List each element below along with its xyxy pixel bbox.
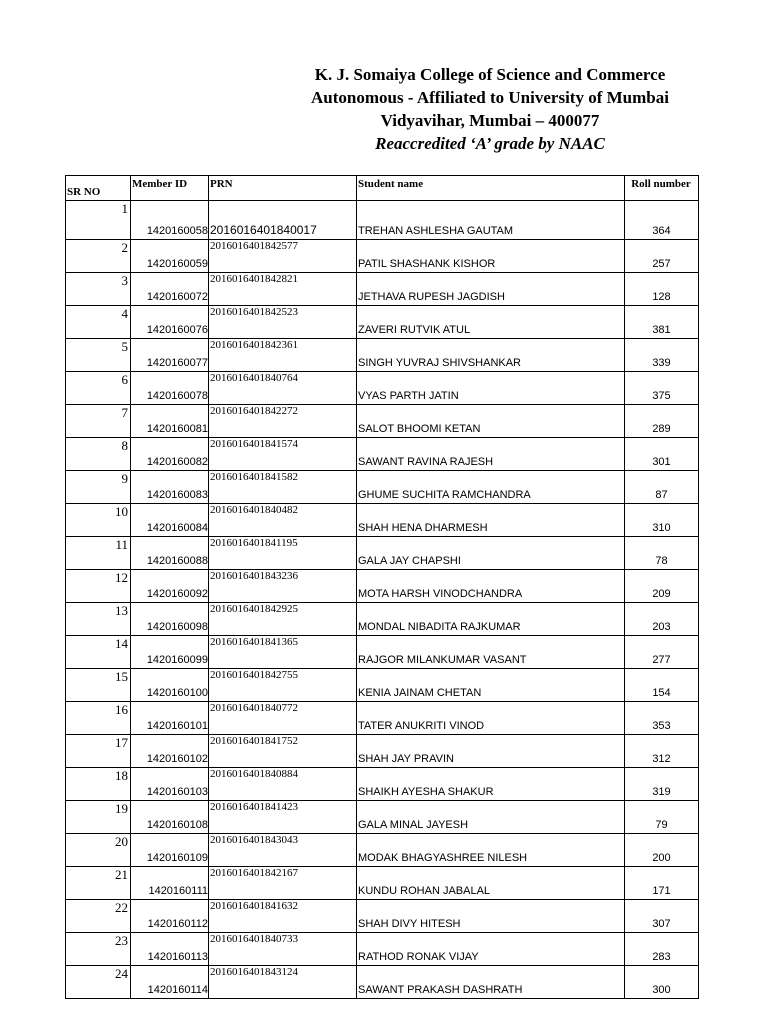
table-row (66, 636, 699, 669)
student-name-cell: SHAH DIVY HITESH (357, 900, 625, 933)
roll-number-cell: 128 (625, 273, 699, 306)
table-row (66, 372, 699, 405)
address-line: Vidyavihar, Mumbai – 400077 (380, 111, 600, 130)
column-header-roll-number: Roll number (625, 176, 699, 201)
student-name-cell: RAJGOR MILANKUMAR VASANT (357, 636, 625, 669)
member-id-cell: 1420160100 (131, 669, 209, 702)
sr-no-cell: 21 (66, 867, 131, 900)
sr-no-cell: 19 (66, 801, 131, 834)
table-row (66, 570, 699, 603)
roll-number-cell: 209 (625, 570, 699, 603)
sr-no-cell: 12 (66, 570, 131, 603)
roll-number-cell: 171 (625, 867, 699, 900)
member-id-cell: 1420160072 (131, 273, 209, 306)
prn-cell: 2016016401842755 (209, 669, 357, 702)
prn-cell: 2016016401840772 (209, 702, 357, 735)
prn-cell: 2016016401841195 (209, 537, 357, 570)
member-id-cell: 1420160109 (131, 834, 209, 867)
table-row (66, 471, 699, 504)
prn-cell: 2016016401841423 (209, 801, 357, 834)
student-name-cell: KUNDU ROHAN JABALAL (357, 867, 625, 900)
table-header-row (66, 176, 699, 201)
member-id-cell: 1420160076 (131, 306, 209, 339)
roll-number-cell: 364 (625, 201, 699, 240)
student-name-cell: SHAH JAY PRAVIN (357, 735, 625, 768)
student-name-cell: VYAS PARTH JATIN (357, 372, 625, 405)
member-id-cell: 1420160084 (131, 504, 209, 537)
table-row (66, 966, 699, 999)
student-name-cell: TATER ANUKRITI VINOD (357, 702, 625, 735)
sr-no-cell: 1 (66, 201, 131, 240)
sr-no-cell: 15 (66, 669, 131, 702)
sr-no-cell: 5 (66, 339, 131, 372)
roll-number-cell: 375 (625, 372, 699, 405)
roll-number-cell: 79 (625, 801, 699, 834)
member-id-cell: 1420160083 (131, 471, 209, 504)
roll-number-cell: 381 (625, 306, 699, 339)
sr-no-cell: 16 (66, 702, 131, 735)
prn-cell: 2016016401843043 (209, 834, 357, 867)
prn-cell: 2016016401841582 (209, 471, 357, 504)
student-name-cell: SINGH YUVRAJ SHIVSHANKAR (357, 339, 625, 372)
roll-number-cell: 200 (625, 834, 699, 867)
column-header-sr-no: SR NO (66, 176, 131, 201)
roll-number-cell: 257 (625, 240, 699, 273)
table-row (66, 306, 699, 339)
sr-no-cell: 11 (66, 537, 131, 570)
sr-no-cell: 17 (66, 735, 131, 768)
roll-number-cell: 300 (625, 966, 699, 999)
student-name-cell: MOTA HARSH VINODCHANDRA (357, 570, 625, 603)
table-row (66, 504, 699, 537)
student-name-cell: MODAK BHAGYASHREE NILESH (357, 834, 625, 867)
student-name-cell: ZAVERI RUTVIK ATUL (357, 306, 625, 339)
prn-cell: 2016016401843236 (209, 570, 357, 603)
member-id-cell: 1420160077 (131, 339, 209, 372)
prn-cell: 2016016401842925 (209, 603, 357, 636)
member-id-cell: 1420160112 (131, 900, 209, 933)
student-name-cell: SHAH HENA DHARMESH (357, 504, 625, 537)
sr-no-cell: 13 (66, 603, 131, 636)
student-name-cell: SAWANT PRAKASH DASHRATH (357, 966, 625, 999)
roll-number-cell: 203 (625, 603, 699, 636)
table-row (66, 900, 699, 933)
table-row (66, 933, 699, 966)
student-name-cell: PATIL SHASHANK KISHOR (357, 240, 625, 273)
roll-number-cell: 339 (625, 339, 699, 372)
roll-number-cell: 87 (625, 471, 699, 504)
table-row (66, 273, 699, 306)
member-id-cell: 1420160108 (131, 801, 209, 834)
table-row (66, 339, 699, 372)
table-row (66, 801, 699, 834)
table-row (66, 834, 699, 867)
student-name-cell: GHUME SUCHITA RAMCHANDRA (357, 471, 625, 504)
student-name-cell: TREHAN ASHLESHA GAUTAM (357, 201, 625, 240)
student-name-cell: GALA MINAL JAYESH (357, 801, 625, 834)
prn-cell: 2016016401842272 (209, 405, 357, 438)
column-header-prn: PRN (209, 176, 357, 201)
member-id-cell: 1420160113 (131, 933, 209, 966)
roll-number-cell: 319 (625, 768, 699, 801)
student-name-cell: MONDAL NIBADITA RAJKUMAR (357, 603, 625, 636)
student-name-cell: KENIA JAINAM CHETAN (357, 669, 625, 702)
sr-no-cell: 20 (66, 834, 131, 867)
prn-cell: 2016016401841365 (209, 636, 357, 669)
roll-number-cell: 289 (625, 405, 699, 438)
member-id-cell: 1420160098 (131, 603, 209, 636)
table-row (66, 537, 699, 570)
sr-no-cell: 24 (66, 966, 131, 999)
member-id-cell: 1420160103 (131, 768, 209, 801)
roll-number-cell: 312 (625, 735, 699, 768)
accreditation-line: Reaccredited ‘A’ grade by NAAC (375, 134, 605, 153)
student-name-cell: JETHAVA RUPESH JAGDISH (357, 273, 625, 306)
table-row (66, 669, 699, 702)
roll-number-cell: 283 (625, 933, 699, 966)
member-id-cell: 1420160088 (131, 537, 209, 570)
column-header-member-id: Member ID (131, 176, 209, 201)
sr-no-cell: 6 (66, 372, 131, 405)
roll-number-cell: 277 (625, 636, 699, 669)
sr-no-cell: 18 (66, 768, 131, 801)
member-id-cell: 1420160092 (131, 570, 209, 603)
member-id-cell: 1420160114 (131, 966, 209, 999)
prn-cell: 2016016401842577 (209, 240, 357, 273)
prn-cell: 2016016401840017 (209, 201, 357, 240)
college-name: K. J. Somaiya College of Science and Commerce (314, 65, 666, 84)
sr-no-cell: 8 (66, 438, 131, 471)
table-row (66, 603, 699, 636)
table-row (66, 438, 699, 471)
roll-number-cell: 307 (625, 900, 699, 933)
affiliation-line: Autonomous - Affiliated to University of Mumbai (311, 88, 669, 107)
member-id-cell: 1420160082 (131, 438, 209, 471)
member-id-cell: 1420160081 (131, 405, 209, 438)
prn-cell: 2016016401841574 (209, 438, 357, 471)
roll-number-cell: 353 (625, 702, 699, 735)
student-name-cell: SHAIKH AYESHA SHAKUR (357, 768, 625, 801)
student-list-table (65, 175, 699, 999)
student-name-cell: RATHOD RONAK VIJAY (357, 933, 625, 966)
student-name-cell: GALA JAY CHAPSHI (357, 537, 625, 570)
table-row (66, 702, 699, 735)
member-id-cell: 1420160111 (131, 867, 209, 900)
table-row (66, 867, 699, 900)
sr-no-cell: 10 (66, 504, 131, 537)
member-id-cell: 1420160099 (131, 636, 209, 669)
student-name-cell: SAWANT RAVINA RAJESH (357, 438, 625, 471)
roll-number-cell: 310 (625, 504, 699, 537)
member-id-cell: 1420160059 (131, 240, 209, 273)
prn-cell: 2016016401842821 (209, 273, 357, 306)
prn-cell: 2016016401841632 (209, 900, 357, 933)
prn-cell: 2016016401840884 (209, 768, 357, 801)
prn-cell: 2016016401840482 (209, 504, 357, 537)
table-row (66, 405, 699, 438)
member-id-cell: 1420160102 (131, 735, 209, 768)
table-row (66, 240, 699, 273)
roll-number-cell: 78 (625, 537, 699, 570)
sr-no-cell: 2 (66, 240, 131, 273)
member-id-cell: 1420160101 (131, 702, 209, 735)
prn-cell: 2016016401840733 (209, 933, 357, 966)
sr-no-cell: 9 (66, 471, 131, 504)
sr-no-cell: 14 (66, 636, 131, 669)
table-row (66, 735, 699, 768)
prn-cell: 2016016401842523 (209, 306, 357, 339)
prn-cell: 2016016401843124 (209, 966, 357, 999)
table-body (66, 201, 699, 999)
prn-cell: 2016016401842167 (209, 867, 357, 900)
sr-no-cell: 4 (66, 306, 131, 339)
prn-cell: 2016016401840764 (209, 372, 357, 405)
sr-no-cell: 7 (66, 405, 131, 438)
student-name-cell: SALOT BHOOMI KETAN (357, 405, 625, 438)
sr-no-cell: 22 (66, 900, 131, 933)
member-id-cell: 1420160078 (131, 372, 209, 405)
roll-number-cell: 301 (625, 438, 699, 471)
sr-no-cell: 23 (66, 933, 131, 966)
sr-no-cell: 3 (66, 273, 131, 306)
table-row (66, 201, 699, 240)
member-id-cell: 1420160058 (131, 201, 209, 240)
table-row (66, 768, 699, 801)
column-header-student-name: Student name (357, 176, 625, 201)
prn-cell: 2016016401842361 (209, 339, 357, 372)
prn-cell: 2016016401841752 (209, 735, 357, 768)
roll-number-cell: 154 (625, 669, 699, 702)
